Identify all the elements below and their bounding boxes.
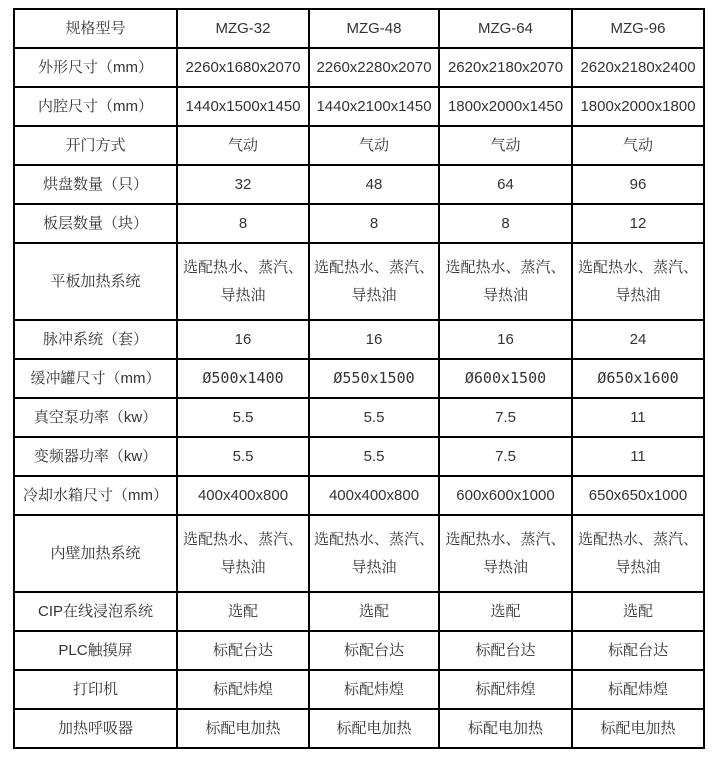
row-label: 脉冲系统（套） [14, 320, 177, 359]
spec-cell: 8 [177, 204, 309, 243]
spec-cell: 96 [572, 165, 704, 204]
spec-cell: 气动 [309, 126, 439, 165]
table-row-door-type [14, 126, 704, 165]
spec-cell: 24 [572, 320, 704, 359]
spec-cell: 标配炜煌 [572, 670, 704, 709]
spec-cell: 2620x2180x2070 [439, 48, 572, 87]
spec-cell: 气动 [572, 126, 704, 165]
spec-cell: 选配 [439, 592, 572, 631]
row-label: 开门方式 [14, 126, 177, 165]
row-label: CIP在线浸泡系统 [14, 592, 177, 631]
spec-cell: 标配电加热 [439, 709, 572, 748]
spec-cell: 11 [572, 437, 704, 476]
spec-cell: 标配台达 [572, 631, 704, 670]
spec-cell: 标配炜煌 [309, 670, 439, 709]
spec-cell: Ø600x1500 [439, 359, 572, 398]
spec-cell: 选配热水、蒸汽、导热油 [309, 243, 439, 320]
spec-cell: 1440x1500x1450 [177, 87, 309, 126]
spec-cell: 7.5 [439, 437, 572, 476]
spec-cell: 标配炜煌 [439, 670, 572, 709]
row-label: 变频器功率（kw） [14, 437, 177, 476]
table-row-printer [14, 670, 704, 709]
table-row-inverter-power [14, 437, 704, 476]
table-row-pulse-system [14, 320, 704, 359]
table-row-cooling-tank-size [14, 476, 704, 515]
spec-cell: 8 [439, 204, 572, 243]
spec-cell: 2260x1680x2070 [177, 48, 309, 87]
row-label: 缓冲罐尺寸（mm） [14, 359, 177, 398]
spec-cell: 16 [439, 320, 572, 359]
spec-cell: 选配热水、蒸汽、导热油 [177, 515, 309, 592]
spec-cell: 2260x2280x2070 [309, 48, 439, 87]
column-header-mzg-64: MZG-64 [439, 9, 572, 48]
spec-cell: 选配 [309, 592, 439, 631]
spec-cell: 标配炜煌 [177, 670, 309, 709]
spec-cell: 2620x2180x2400 [572, 48, 704, 87]
spec-cell: 64 [439, 165, 572, 204]
table-row-inner-wall-heating [14, 515, 704, 592]
spec-cell: 11 [572, 398, 704, 437]
spec-cell: 选配热水、蒸汽、导热油 [572, 515, 704, 592]
column-header-mzg-48: MZG-48 [309, 9, 439, 48]
column-header-mzg-96: MZG-96 [572, 9, 704, 48]
table-row-vacuum-pump-power [14, 398, 704, 437]
table-row-heated-breather [14, 709, 704, 748]
row-label: 内壁加热系统 [14, 515, 177, 592]
spec-cell: 400x400x800 [177, 476, 309, 515]
column-header-spec-model: 规格型号 [14, 9, 177, 48]
spec-cell: 气动 [439, 126, 572, 165]
spec-cell: 选配热水、蒸汽、导热油 [439, 243, 572, 320]
table-row-plc-touchscreen [14, 631, 704, 670]
spec-cell: Ø550x1500 [309, 359, 439, 398]
spec-table [13, 8, 705, 749]
column-header-mzg-32: MZG-32 [177, 9, 309, 48]
spec-cell: 选配热水、蒸汽、导热油 [439, 515, 572, 592]
table-row-tray-count [14, 165, 704, 204]
spec-cell: 650x650x1000 [572, 476, 704, 515]
spec-cell: 选配热水、蒸汽、导热油 [177, 243, 309, 320]
spec-cell: 5.5 [309, 398, 439, 437]
spec-cell: 5.5 [177, 437, 309, 476]
table-row-buffer-tank-size [14, 359, 704, 398]
spec-cell: 1800x2000x1800 [572, 87, 704, 126]
spec-cell: 32 [177, 165, 309, 204]
row-label: PLC触摸屏 [14, 631, 177, 670]
spec-cell: 7.5 [439, 398, 572, 437]
spec-cell: Ø650x1600 [572, 359, 704, 398]
spec-cell: 8 [309, 204, 439, 243]
spec-cell: 16 [309, 320, 439, 359]
row-label: 烘盘数量（只） [14, 165, 177, 204]
row-label: 打印机 [14, 670, 177, 709]
spec-cell: 选配热水、蒸汽、导热油 [572, 243, 704, 320]
row-label: 板层数量（块） [14, 204, 177, 243]
row-label: 平板加热系统 [14, 243, 177, 320]
spec-cell: 16 [177, 320, 309, 359]
spec-cell: 标配电加热 [309, 709, 439, 748]
spec-cell: 1440x2100x1450 [309, 87, 439, 126]
table-row-overall-size [14, 48, 704, 87]
table-row-plate-heating [14, 243, 704, 320]
spec-cell: 5.5 [177, 398, 309, 437]
row-label: 真空泵功率（kw） [14, 398, 177, 437]
spec-cell: 选配热水、蒸汽、导热油 [309, 515, 439, 592]
spec-cell: 48 [309, 165, 439, 204]
spec-cell: 600x600x1000 [439, 476, 572, 515]
table-row-shelf-count [14, 204, 704, 243]
spec-cell: 400x400x800 [309, 476, 439, 515]
spec-cell: Ø500x1400 [177, 359, 309, 398]
spec-cell: 标配台达 [439, 631, 572, 670]
spec-cell: 气动 [177, 126, 309, 165]
header-row [14, 9, 704, 48]
table-row-chamber-size [14, 87, 704, 126]
spec-cell: 选配 [177, 592, 309, 631]
spec-cell: 12 [572, 204, 704, 243]
row-label: 冷却水箱尺寸（mm） [14, 476, 177, 515]
table-row-cip-system [14, 592, 704, 631]
row-label: 外形尺寸（mm） [14, 48, 177, 87]
spec-cell: 标配台达 [309, 631, 439, 670]
row-label: 内腔尺寸（mm） [14, 87, 177, 126]
spec-cell: 标配电加热 [572, 709, 704, 748]
spec-cell: 选配 [572, 592, 704, 631]
spec-cell: 5.5 [309, 437, 439, 476]
spec-cell: 标配台达 [177, 631, 309, 670]
spec-cell: 标配电加热 [177, 709, 309, 748]
row-label: 加热呼吸器 [14, 709, 177, 748]
spec-cell: 1800x2000x1450 [439, 87, 572, 126]
